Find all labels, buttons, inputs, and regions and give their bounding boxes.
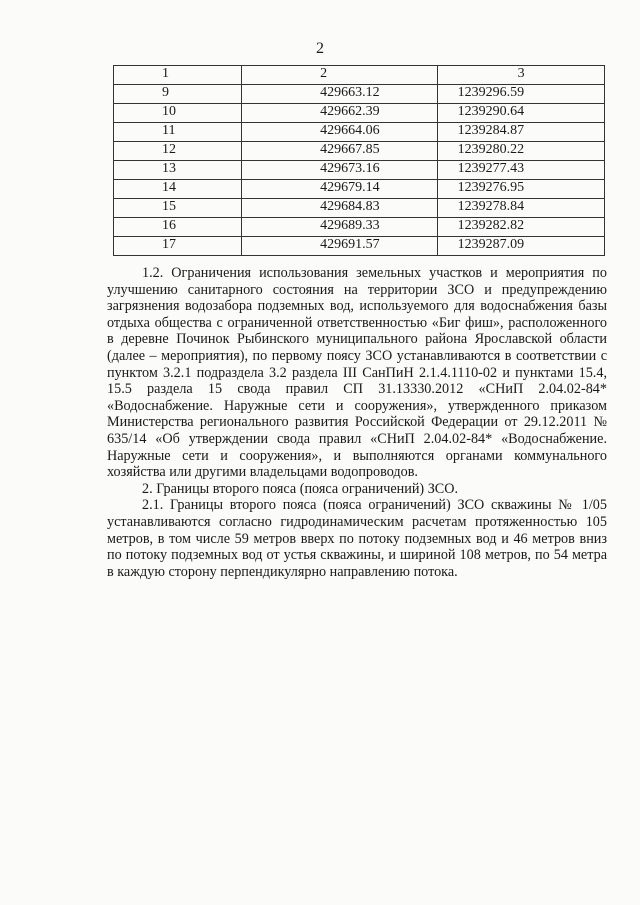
coordinates-table xyxy=(113,65,605,256)
y-coordinate-cell: 1239284.87 xyxy=(437,123,604,142)
table-row xyxy=(114,123,605,142)
y-coordinate-cell: 1239296.59 xyxy=(437,85,604,104)
point-number-cell: 13 xyxy=(114,161,242,180)
header-cell: 3 xyxy=(437,66,604,85)
x-coordinate-cell: 429673.16 xyxy=(242,161,437,180)
point-number-cell: 17 xyxy=(114,237,242,256)
table-row xyxy=(114,85,605,104)
table-row xyxy=(114,218,605,237)
x-coordinate-cell: 429662.39 xyxy=(242,104,437,123)
x-coordinate-cell: 429691.57 xyxy=(242,237,437,256)
y-coordinate-cell: 1239287.09 xyxy=(437,237,604,256)
header-cell: 2 xyxy=(242,66,437,85)
point-number-cell: 9 xyxy=(114,85,242,104)
table-row xyxy=(114,180,605,199)
table-row xyxy=(114,237,605,256)
paragraph-2-1: 2.1. Границы второго пояса (пояса ограничений) ЗСО скважины № 1/05 устанавливаются согласно гидродинамическим расчетам протяженностью 105 метров, в том числе 59 метров вверх по потоку подземных вод и 46 метров вниз по потоку подземных вод от устья скважины, и шириной 108 метров, по 54 метра в каждую сторону перпендикулярно направлению потока. xyxy=(107,497,607,580)
table-row xyxy=(114,161,605,180)
point-number-cell: 12 xyxy=(114,142,242,161)
point-number-cell: 14 xyxy=(114,180,242,199)
x-coordinate-cell: 429689.33 xyxy=(242,218,437,237)
page-number: 2 xyxy=(316,40,324,57)
document-body xyxy=(107,265,607,580)
y-coordinate-cell: 1239276.95 xyxy=(437,180,604,199)
x-coordinate-cell: 429684.83 xyxy=(242,199,437,218)
point-number-cell: 11 xyxy=(114,123,242,142)
y-coordinate-cell: 1239277.43 xyxy=(437,161,604,180)
point-number-cell: 10 xyxy=(114,104,242,123)
x-coordinate-cell: 429663.12 xyxy=(242,85,437,104)
y-coordinate-cell: 1239282.82 xyxy=(437,218,604,237)
paragraph-2-heading: 2. Границы второго пояса (пояса ограничений) ЗСО. xyxy=(142,480,459,497)
x-coordinate-cell: 429664.06 xyxy=(242,123,437,142)
table-row xyxy=(114,104,605,123)
paragraph-1-2: 1.2. Ограничения использования земельных участков и мероприятия по улучшению санитарного состояния на территории ЗСО и предупреждению загрязнения водозабора подземных вод, используемого для водоснабжения базы отдыха общества с ограниченной ответственностью «Биг фиш», расположенного в деревне Починок Рыбинского муниципального района Ярославской области (далее – мероприятия), по первому поясу ЗСО устанавливаются в соответствии с пунктом 3.2.1 подраздела 3.2 раздела III СанПиН 2.1.4.1110-02 и пунктами 15.4, 15.5 раздела 15 свода правил СП 31.13330.2012 «СНиП 2.04.02-84* «Водоснабжение. Наружные сети и сооружения», утвержденного приказом Министерства регионального развития Российской Федерации от 29.12.2011 № 635/14 «Об утверждении свода правил «СНиП 2.04.02-84* «Водоснабжение. Наружные сети и сооружения», и выполняются органами коммунального хозяйства или другими владельцами водопроводов. xyxy=(107,265,607,481)
header-cell: 1 xyxy=(114,66,242,85)
x-coordinate-cell: 429679.14 xyxy=(242,180,437,199)
y-coordinate-cell: 1239290.64 xyxy=(437,104,604,123)
table-row xyxy=(114,199,605,218)
table-row xyxy=(114,142,605,161)
y-coordinate-cell: 1239278.84 xyxy=(437,199,604,218)
point-number-cell: 15 xyxy=(114,199,242,218)
table-header-row xyxy=(114,66,605,85)
x-coordinate-cell: 429667.85 xyxy=(242,142,437,161)
y-coordinate-cell: 1239280.22 xyxy=(437,142,604,161)
point-number-cell: 16 xyxy=(114,218,242,237)
